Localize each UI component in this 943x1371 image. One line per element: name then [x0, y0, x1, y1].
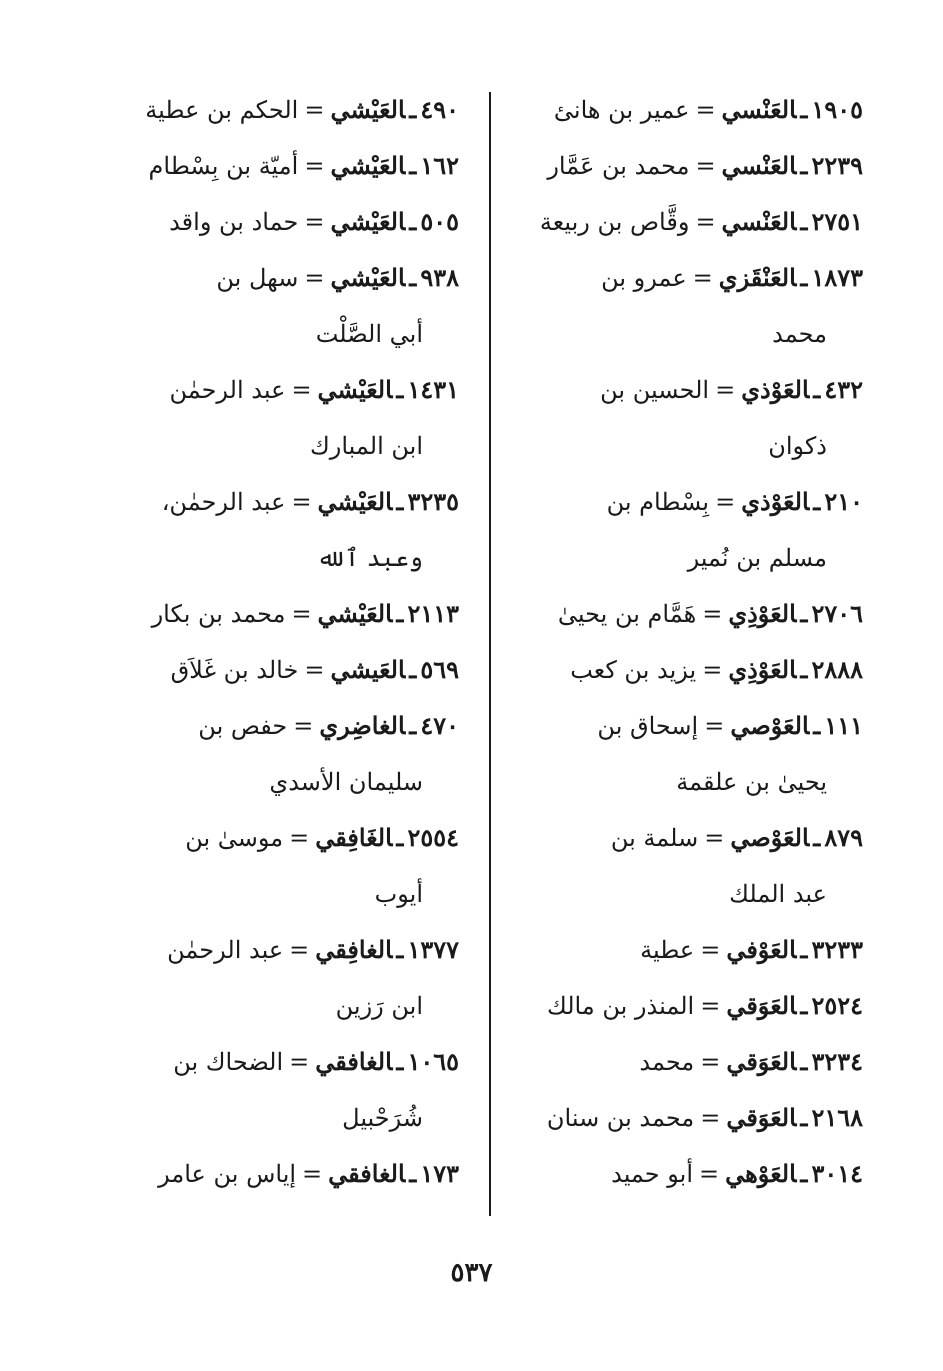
entry-equals: =: [291, 488, 312, 516]
index-entry: [97, 810, 459, 922]
entry-equals: =: [702, 656, 723, 684]
entry-dash: ـ: [409, 151, 417, 180]
entry-continuation: أيوب: [374, 880, 423, 908]
entry-equals: =: [304, 96, 325, 124]
entry-equals: =: [304, 656, 325, 684]
index-entry: [501, 1090, 863, 1146]
entry-name: المنذر بن مالك: [547, 992, 695, 1020]
entry-name: محمد بن سنان: [546, 1104, 695, 1132]
page-number: ٥٣٧: [450, 1258, 493, 1288]
entry-equals: =: [291, 600, 312, 628]
index-entry: [97, 250, 459, 362]
entry-dash: ـ: [813, 823, 821, 852]
entry-equals: =: [293, 712, 314, 740]
entry-nisba: العَيْشي: [330, 263, 406, 292]
entry-nisba: العَوَقي: [726, 1103, 797, 1132]
entry-name: أميّة بن بِسْطام: [148, 152, 299, 180]
entry-dash: ـ: [800, 655, 808, 684]
entry-number: ١٩٠٥: [811, 95, 863, 124]
entry-dash: ـ: [800, 95, 808, 124]
index-entry: [501, 474, 863, 586]
entry-number: ١٨٧٣: [811, 263, 863, 292]
entry-number: ٢٧٠٦: [811, 599, 863, 628]
entry-continuation: ابن المبارك: [309, 432, 423, 460]
entry-nisba: العَنْقَزي: [718, 263, 797, 292]
entry-equals: =: [302, 1160, 323, 1188]
entry-number: ٤٧٠: [420, 711, 459, 740]
entry-number: ١١١: [824, 711, 863, 740]
right-column: [501, 82, 863, 1202]
entry-continuation: عبد الملك: [729, 880, 827, 908]
entry-dash: ـ: [396, 375, 404, 404]
index-entry: [501, 922, 863, 978]
entry-dash: ـ: [800, 263, 808, 292]
entry-nisba: العَيْشي: [317, 599, 393, 628]
index-entry: [501, 250, 863, 362]
entry-dash: ـ: [409, 207, 417, 236]
entry-nisba: العَوَقي: [726, 1047, 797, 1076]
entry-dash: ـ: [409, 263, 417, 292]
entry-number: ١٤٣١: [407, 375, 459, 404]
entry-name: عطية: [640, 936, 695, 964]
entry-dash: ـ: [800, 599, 808, 628]
entry-name: محمد بن عَمَّار: [547, 152, 690, 180]
index-entry: [97, 922, 459, 1034]
entry-number: ٢٧٥١: [811, 207, 863, 236]
index-entry: [97, 1034, 459, 1146]
entry-dash: ـ: [409, 1159, 417, 1188]
entry-continuation: سليمان الأسدي: [269, 768, 423, 796]
entry-equals: =: [291, 376, 312, 404]
entry-nisba: العَوْذي: [741, 375, 810, 404]
entry-equals: =: [699, 1160, 720, 1188]
entry-equals: =: [289, 1048, 310, 1076]
entry-number: ١٠٦٥: [407, 1047, 459, 1076]
index-entry: [97, 1146, 459, 1202]
entry-equals: =: [695, 152, 716, 180]
entry-name: عبد الرحمٰن،: [161, 488, 286, 516]
entry-number: ٣٢٣٣: [811, 935, 863, 964]
entry-nisba: العَوْصي: [730, 823, 810, 852]
entry-equals: =: [700, 1048, 721, 1076]
entry-equals: =: [692, 264, 713, 292]
entry-number: ٤٣٢: [824, 375, 863, 404]
entry-dash: ـ: [800, 991, 808, 1020]
entry-equals: =: [702, 600, 723, 628]
entry-nisba: الغاضِري: [319, 711, 406, 740]
entry-equals: =: [715, 488, 736, 516]
entry-number: ٩٣٨: [420, 263, 459, 292]
entry-continuation: وعبد ٱلله: [316, 544, 423, 572]
entry-name: وقَّاص بن ربيعة: [539, 208, 690, 236]
entry-name: الضحاك بن: [173, 1048, 284, 1076]
entry-number: ٣٢٣٤: [811, 1047, 863, 1076]
index-entry: [97, 474, 459, 586]
entry-nisba: الغَافِقي: [315, 823, 393, 852]
entry-dash: ـ: [813, 487, 821, 516]
index-entry: [501, 978, 863, 1034]
entry-dash: ـ: [800, 1159, 808, 1188]
entry-dash: ـ: [396, 599, 404, 628]
entry-name: حفص بن: [198, 712, 288, 740]
entry-nisba: العَيْشي: [317, 487, 393, 516]
entry-number: ٢٢٣٩: [811, 151, 863, 180]
entry-name: موسىٰ بن: [185, 824, 284, 852]
entry-continuation: شُرَحْبيل: [342, 1104, 423, 1132]
entry-name: إسحاق بن: [597, 712, 699, 740]
entry-nisba: العَيْشي: [330, 151, 406, 180]
entry-equals: =: [700, 1104, 721, 1132]
index-entry: [501, 362, 863, 474]
entry-equals: =: [695, 208, 716, 236]
entry-name: أبو حميد: [611, 1160, 694, 1188]
index-entry: [501, 586, 863, 642]
entry-number: ٢١١٣: [407, 599, 459, 628]
entry-nisba: العَيْشي: [330, 207, 406, 236]
entry-number: ٣٠١٤: [811, 1159, 863, 1188]
entry-nisba: الغافقي: [328, 1159, 406, 1188]
entry-nisba: العَنْسي: [721, 95, 797, 124]
index-entry: [97, 586, 459, 642]
entry-number: ٢٨٨٨: [811, 655, 863, 684]
entry-nisba: العَوَقي: [726, 991, 797, 1020]
entry-name: عمرو بن: [601, 264, 687, 292]
entry-nisba: العَيشي: [330, 655, 406, 684]
entry-nisba: العَنْسي: [721, 151, 797, 180]
entry-number: ٢٥٥٤: [407, 823, 459, 852]
entry-name: سهل بن: [216, 264, 299, 292]
entry-nisba: العَوْذِي: [728, 599, 797, 628]
entry-nisba: العَنْسي: [721, 207, 797, 236]
entry-dash: ـ: [409, 711, 417, 740]
entry-nisba: العَوْهي: [725, 1159, 797, 1188]
entry-number: ١٦٢: [420, 151, 459, 180]
entry-name: الحكم بن عطية: [145, 96, 299, 124]
entry-name: محمد بن بكار: [151, 600, 286, 628]
entry-nisba: العَيْشي: [330, 95, 406, 124]
entry-equals: =: [289, 824, 310, 852]
entry-nisba: العَيْشي: [317, 375, 393, 404]
entry-continuation: ابن رَزين: [335, 992, 423, 1020]
entry-continuation: ذكوان: [768, 432, 827, 460]
index-entry: [501, 1034, 863, 1090]
index-entry: [501, 138, 863, 194]
index-entry: [97, 642, 459, 698]
entry-dash: ـ: [813, 375, 821, 404]
index-entry: [97, 194, 459, 250]
entry-nisba: الغافقي: [315, 1047, 393, 1076]
entry-equals: =: [715, 376, 736, 404]
entry-number: ٣٢٣٥: [407, 487, 459, 516]
index-entry: [501, 698, 863, 810]
entry-nisba: العَوْذِي: [728, 655, 797, 684]
entry-number: ٨٧٩: [824, 823, 863, 852]
entry-name: حماد بن واقد: [169, 208, 299, 236]
entry-number: ٥٠٥: [420, 207, 459, 236]
index-entry: [97, 698, 459, 810]
entry-equals: =: [289, 936, 310, 964]
entry-continuation: أبي الصَّلْت: [315, 320, 423, 348]
entry-name: إياس بن عامر: [158, 1160, 297, 1188]
entry-dash: ـ: [800, 1047, 808, 1076]
entry-equals: =: [700, 992, 721, 1020]
entry-dash: ـ: [800, 1103, 808, 1132]
entry-dash: ـ: [409, 95, 417, 124]
entry-number: ٤٩٠: [420, 95, 459, 124]
entry-continuation: يحيىٰ بن علقمة: [676, 768, 827, 796]
left-column: [97, 82, 459, 1202]
entry-equals: =: [304, 264, 325, 292]
entry-nisba: الغافِقي: [315, 935, 393, 964]
index-entry: [501, 642, 863, 698]
entry-equals: =: [704, 712, 725, 740]
entry-equals: =: [704, 824, 725, 852]
index-entry: [97, 138, 459, 194]
entry-name: عبد الرحمٰن: [169, 376, 286, 404]
entry-dash: ـ: [396, 1047, 404, 1076]
entry-name: عمير بن هانئ: [553, 96, 690, 124]
column-divider: [489, 92, 491, 1216]
index-entry: [97, 82, 459, 138]
entry-nisba: العَوْذي: [741, 487, 810, 516]
entry-name: عبد الرحمٰن: [167, 936, 284, 964]
entry-number: ١٧٣: [420, 1159, 459, 1188]
entry-name: الحسين بن: [600, 376, 710, 404]
entry-number: ٢١٦٨: [811, 1103, 863, 1132]
entry-equals: =: [700, 936, 721, 964]
entry-number: ٥٦٩: [420, 655, 459, 684]
entry-number: ٢١٠: [824, 487, 863, 516]
entry-dash: ـ: [800, 935, 808, 964]
entry-name: يزيد بن كعب: [570, 656, 697, 684]
entry-dash: ـ: [396, 823, 404, 852]
entry-name: بِسْطام بن: [606, 488, 710, 516]
entry-nisba: العَوْفي: [726, 935, 797, 964]
entry-dash: ـ: [396, 487, 404, 516]
entry-name: محمد: [639, 1048, 695, 1076]
index-entry: [501, 1146, 863, 1202]
entry-equals: =: [304, 208, 325, 236]
entry-name: سلمة بن: [610, 824, 699, 852]
entry-equals: =: [695, 96, 716, 124]
entry-number: ٢٥٢٤: [811, 991, 863, 1020]
entry-dash: ـ: [813, 711, 821, 740]
entry-dash: ـ: [409, 655, 417, 684]
index-entry: [501, 82, 863, 138]
index-entry: [97, 362, 459, 474]
index-entry: [501, 194, 863, 250]
index-entry: [501, 810, 863, 922]
entry-equals: =: [304, 152, 325, 180]
entry-dash: ـ: [800, 151, 808, 180]
entry-continuation: مسلم بن نُمير: [687, 544, 827, 572]
entry-nisba: العَوْصي: [730, 711, 810, 740]
entry-name: هَمَّام بن يحيىٰ: [557, 600, 697, 628]
entry-dash: ـ: [800, 207, 808, 236]
entry-name: خالد بن غَلاَق: [170, 656, 299, 684]
entry-continuation: محمد: [772, 320, 827, 348]
entry-dash: ـ: [396, 935, 404, 964]
entry-number: ١٣٧٧: [407, 935, 459, 964]
